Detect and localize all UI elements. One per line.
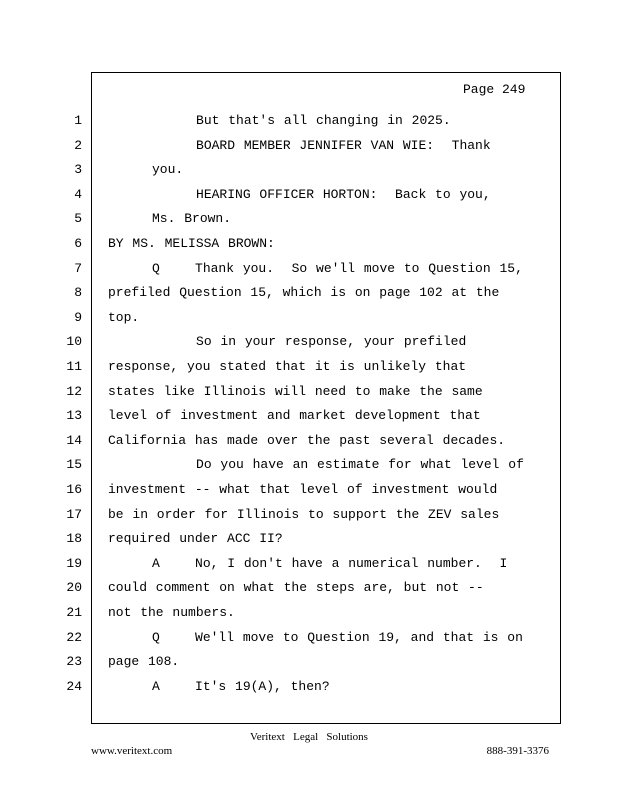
- line-number: 13: [66, 408, 82, 423]
- transcript-line: not the numbers.: [108, 605, 235, 620]
- line-number: 21: [66, 605, 82, 620]
- line-number: 12: [66, 384, 82, 399]
- line-number: 1: [74, 113, 82, 128]
- line-number: 23: [66, 654, 82, 669]
- transcript-line: Do you have an estimate for what level of: [108, 457, 524, 472]
- transcript-line: be in order for Illinois to support the ZEV sales: [108, 507, 500, 522]
- transcript-line: But that's all changing in 2025.: [108, 113, 451, 128]
- transcript-line: investment -- what that level of investment would: [108, 482, 498, 497]
- line-number: 20: [66, 580, 82, 595]
- line-number: 22: [66, 630, 82, 645]
- transcript-line: California has made over the past several decades.: [108, 433, 506, 448]
- line-number: 10: [66, 334, 82, 349]
- transcript-line: prefiled Question 15, which is on page 102 at the: [108, 285, 500, 300]
- transcript-line: A No, I don't have a numerical number. I: [108, 556, 508, 571]
- line-number: 19: [66, 556, 82, 571]
- line-number: 18: [66, 531, 82, 546]
- transcript-line: Q We'll move to Question 19, and that is on: [108, 630, 523, 645]
- line-number: 9: [74, 310, 82, 325]
- transcript-line: you.: [108, 162, 184, 177]
- line-number: 8: [74, 285, 82, 300]
- transcript-line: could comment on what the steps are, but not --: [108, 580, 484, 595]
- footer-phone: 888-391-3376: [486, 745, 549, 757]
- line-number: 24: [66, 679, 82, 694]
- transcript-line: response, you stated that it is unlikely that: [108, 359, 467, 374]
- transcript-line: states like Illinois will need to make the same: [108, 384, 483, 399]
- transcript-line: page 108.: [108, 654, 180, 669]
- line-number: 14: [66, 433, 82, 448]
- transcript-line: top.: [108, 310, 140, 325]
- line-number: 3: [74, 162, 82, 177]
- line-number: 15: [66, 457, 82, 472]
- line-number: 2: [74, 138, 82, 153]
- transcript-line: Q Thank you. So we'll move to Question 15,: [108, 261, 523, 276]
- transcript-line: HEARING OFFICER HORTON: Back to you,: [108, 187, 491, 202]
- footer-website: www.veritext.com: [91, 745, 173, 757]
- transcript-line: required under ACC II?: [108, 531, 283, 546]
- line-number: 11: [66, 359, 82, 374]
- line-number: 7: [74, 261, 82, 276]
- line-number: 5: [74, 211, 82, 226]
- line-number: 16: [66, 482, 82, 497]
- line-number: 17: [66, 507, 82, 522]
- transcript-line: Ms. Brown.: [108, 211, 232, 226]
- transcript-line: BY MS. MELISSA BROWN:: [108, 236, 275, 251]
- line-number: 4: [74, 187, 82, 202]
- transcript-line: A It's 19(A), then?: [108, 679, 330, 694]
- line-number: 6: [74, 236, 82, 251]
- transcript-line: So in your response, your prefiled: [108, 334, 467, 349]
- transcript-line: BOARD MEMBER JENNIFER VAN WIE: Thank: [108, 138, 491, 153]
- footer-company: Veritext Legal Solutions: [250, 731, 368, 743]
- page-number: Page 249: [463, 82, 526, 97]
- transcript-line: level of investment and market development that: [108, 408, 481, 423]
